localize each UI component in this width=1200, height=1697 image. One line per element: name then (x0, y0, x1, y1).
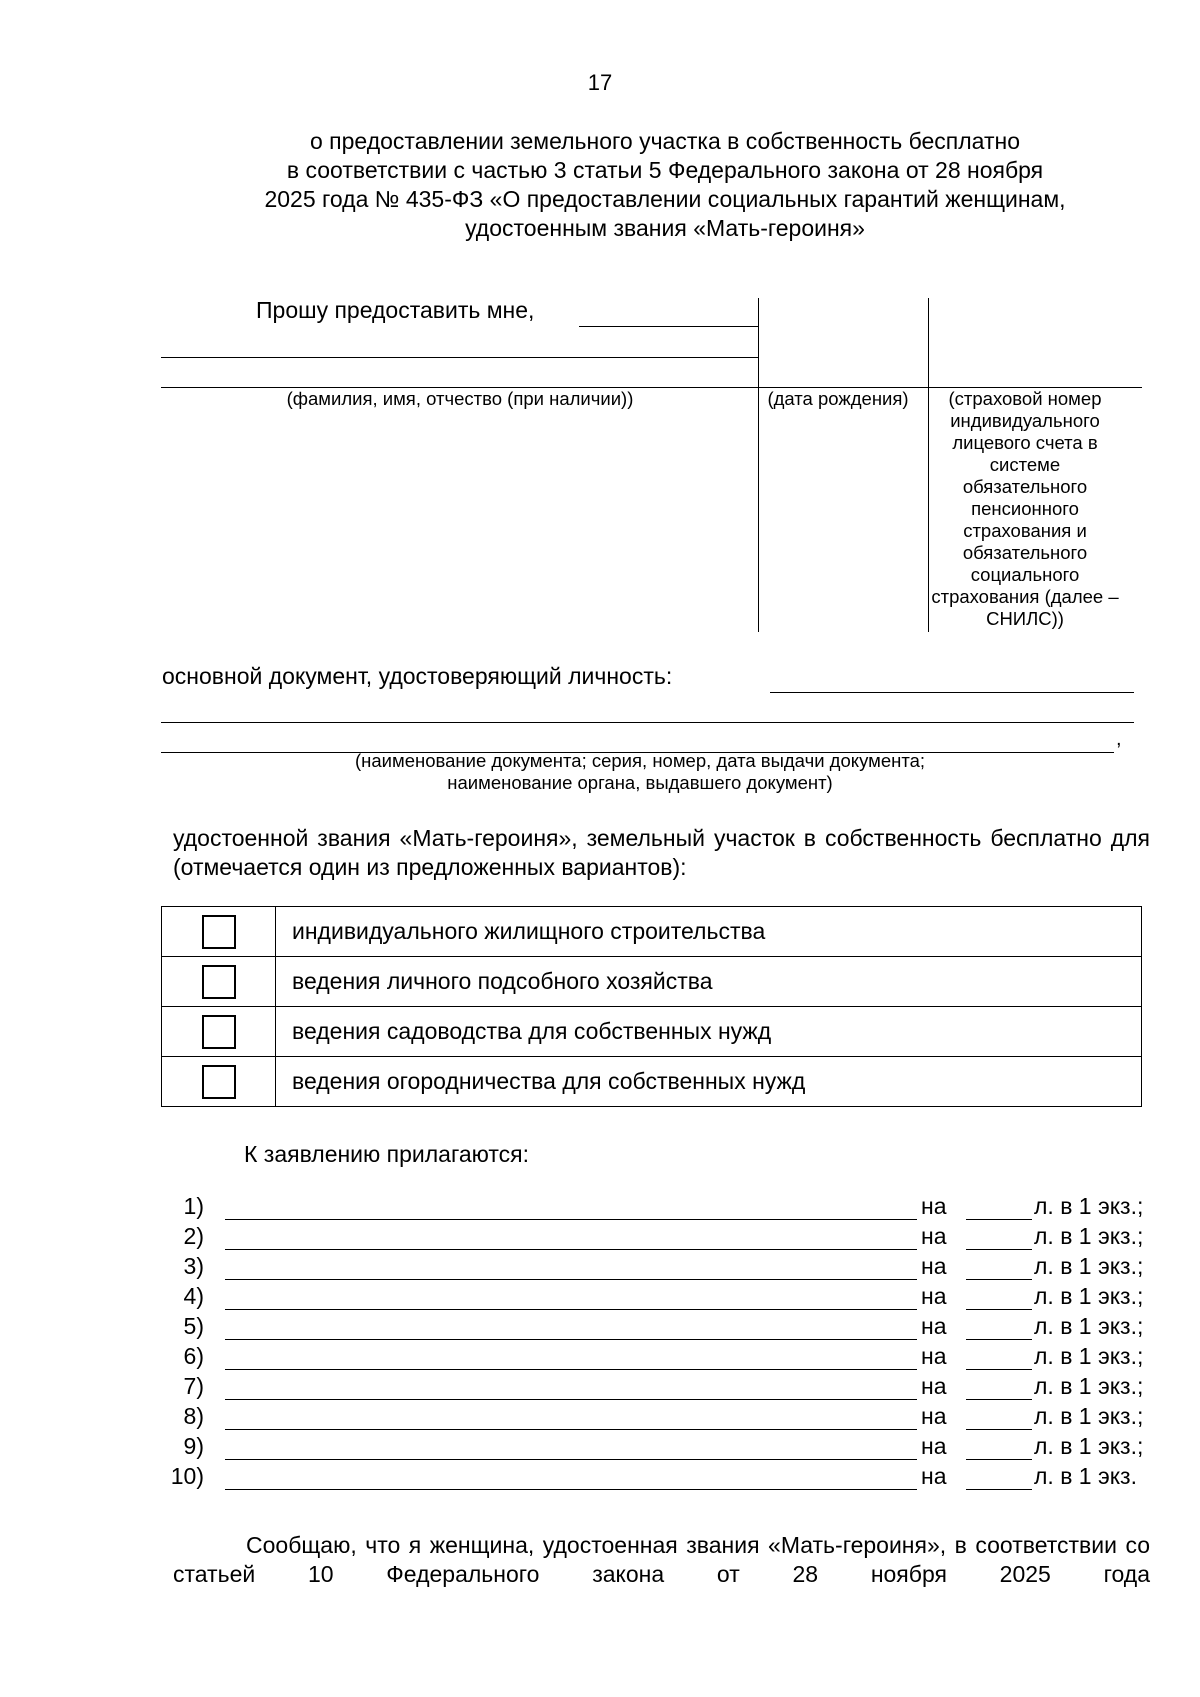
attachment-row (0, 1313, 1200, 1343)
heading-line-1: о предоставлении земельного участка в собственность бесплатно (310, 128, 1020, 154)
column-divider-1 (758, 298, 759, 632)
attachment-name-blank[interactable] (225, 1279, 917, 1280)
purpose-option-row (162, 957, 1142, 1007)
attachment-pages-blank[interactable] (966, 1219, 1032, 1220)
purpose-option-row (162, 1057, 1142, 1107)
identity-document-hint-line-2: наименование органа, выдавшего документ) (447, 772, 833, 793)
purpose-checkbox-2[interactable] (202, 965, 236, 999)
attachment-number: 8) (183, 1403, 204, 1429)
attachment-row (0, 1283, 1200, 1313)
attachment-copies-label: л. в 1 экз.; (1034, 1343, 1144, 1369)
attachment-pages-blank[interactable] (966, 1459, 1032, 1460)
attachment-row (0, 1223, 1200, 1253)
attachment-row (0, 1403, 1200, 1433)
form-heading (150, 127, 1180, 243)
attachment-copies-label: л. в 1 экз. (1034, 1463, 1137, 1489)
identity-document-hint-line-1: (наименование документа; серия, номер, дата выдачи документа; (354, 750, 926, 771)
attachment-na-label: на (921, 1403, 947, 1429)
identity-document-blank-1[interactable] (770, 692, 1134, 693)
request-text: Прошу предоставить мне, (256, 297, 535, 323)
attachment-row (0, 1373, 1200, 1403)
attachment-pages-blank[interactable] (966, 1309, 1032, 1310)
column-divider-2 (928, 298, 929, 632)
attachment-number: 1) (183, 1193, 204, 1219)
attachment-pages-blank[interactable] (966, 1279, 1032, 1280)
purpose-checkbox-3[interactable] (202, 1015, 236, 1049)
heading-line-2: в соответствии с частью 3 статьи 5 Федерального закона от 28 ноября (286, 157, 1044, 183)
attachment-number: 3) (183, 1253, 204, 1279)
attachment-pages-blank[interactable] (966, 1489, 1032, 1490)
attachment-copies-label: л. в 1 экз.; (1034, 1403, 1144, 1429)
attachment-number: 4) (183, 1283, 204, 1309)
page-number: 17 (587, 70, 613, 95)
attachment-copies-label: л. в 1 экз.; (1034, 1193, 1144, 1219)
attachment-na-label: на (921, 1253, 947, 1279)
attachment-number: 6) (183, 1343, 204, 1369)
attachment-pages-blank[interactable] (966, 1249, 1032, 1250)
attachment-na-label: на (921, 1223, 947, 1249)
attachment-name-blank[interactable] (225, 1429, 917, 1430)
attachment-na-label: на (921, 1343, 947, 1369)
attachment-copies-label: л. в 1 экз.; (1034, 1253, 1144, 1279)
purpose-intro: удостоенной звания «Мать-героиня», земельный участок в собственность бесплатно для (отмечается один из предложенных вариантов): (173, 825, 1150, 880)
attachment-row (0, 1343, 1200, 1373)
footer-paragraph: Сообщаю, что я женщина, удостоенная звания «Мать-героиня», в соответствии со статьей 10 Федерального закона от 28 ноября 2025 года (173, 1532, 1150, 1587)
checkbox-cell (162, 957, 276, 1007)
attachment-pages-blank[interactable] (966, 1369, 1032, 1370)
dob-hint: (дата рождения) (767, 388, 909, 409)
attachment-number: 7) (183, 1373, 204, 1399)
purpose-option-label: ведения личного подсобного хозяйства (276, 957, 1142, 1007)
purpose-option-label: индивидуального жилищного строительства (276, 907, 1142, 957)
attachment-name-blank[interactable] (225, 1399, 917, 1400)
attachment-number: 9) (183, 1433, 204, 1459)
attachment-name-blank[interactable] (225, 1459, 917, 1460)
attachment-copies-label: л. в 1 экз.; (1034, 1433, 1144, 1459)
purpose-option-row (162, 907, 1142, 957)
applicant-name-blank-2[interactable] (161, 357, 759, 358)
attachment-copies-label: л. в 1 экз.; (1034, 1223, 1144, 1249)
attachment-name-blank[interactable] (225, 1339, 917, 1340)
attachment-copies-label: л. в 1 экз.; (1034, 1283, 1144, 1309)
attachment-row (0, 1253, 1200, 1283)
attachment-pages-blank[interactable] (966, 1399, 1032, 1400)
purpose-checkbox-4[interactable] (202, 1065, 236, 1099)
attachment-row (0, 1463, 1200, 1493)
attachment-na-label: на (921, 1193, 947, 1219)
identity-document-hint (160, 750, 1120, 794)
attachment-number: 10) (170, 1463, 204, 1489)
attachment-number: 2) (183, 1223, 204, 1249)
purpose-option-label: ведения садоводства для собственных нужд (276, 1007, 1142, 1057)
purpose-options-table (161, 906, 1142, 1107)
attachment-copies-label: л. в 1 экз.; (1034, 1313, 1144, 1339)
heading-line-3: 2025 года № 435-ФЗ «О предоставлении социальных гарантий женщинам, (264, 186, 1066, 212)
attachment-copies-label: л. в 1 экз.; (1034, 1373, 1144, 1399)
attachment-na-label: на (921, 1283, 947, 1309)
attachment-na-label: на (921, 1313, 947, 1339)
identity-document-blank-2[interactable] (161, 722, 1134, 723)
attachment-name-blank[interactable] (225, 1489, 917, 1490)
checkbox-cell (162, 1057, 276, 1107)
attachment-na-label: на (921, 1463, 947, 1489)
applicant-name-blank-1[interactable] (579, 326, 759, 327)
attachment-name-blank[interactable] (225, 1369, 917, 1370)
attachment-number: 5) (183, 1313, 204, 1339)
attachments-label: К заявлению прилагаются: (244, 1141, 530, 1167)
attachment-na-label: на (921, 1433, 947, 1459)
attachment-name-blank[interactable] (225, 1219, 917, 1220)
checkbox-cell (162, 907, 276, 957)
identity-document-label: основной документ, удостоверяющий личность: (162, 663, 673, 689)
attachment-name-blank[interactable] (225, 1249, 917, 1250)
snils-hint: (страховой номер индивидуального лицевого счета в системе обязательного пенсионного страхования и обязательного социального страхования (далее – СНИЛС)) (931, 388, 1119, 629)
fio-hint: (фамилия, имя, отчество (при наличии)) (286, 388, 634, 409)
purpose-option-row (162, 1007, 1142, 1057)
purpose-checkbox-1[interactable] (202, 915, 236, 949)
attachment-row (0, 1433, 1200, 1463)
purpose-option-label: ведения огородничества для собственных нужд (276, 1057, 1142, 1107)
attachment-pages-blank[interactable] (966, 1339, 1032, 1340)
attachment-row (0, 1193, 1200, 1223)
heading-line-4: удостоенным звания «Мать-героиня» (465, 215, 865, 241)
attachment-name-blank[interactable] (225, 1309, 917, 1310)
identity-document-comma: , (1116, 728, 1122, 750)
checkbox-cell (162, 1007, 276, 1057)
attachment-pages-blank[interactable] (966, 1429, 1032, 1430)
attachment-na-label: на (921, 1373, 947, 1399)
